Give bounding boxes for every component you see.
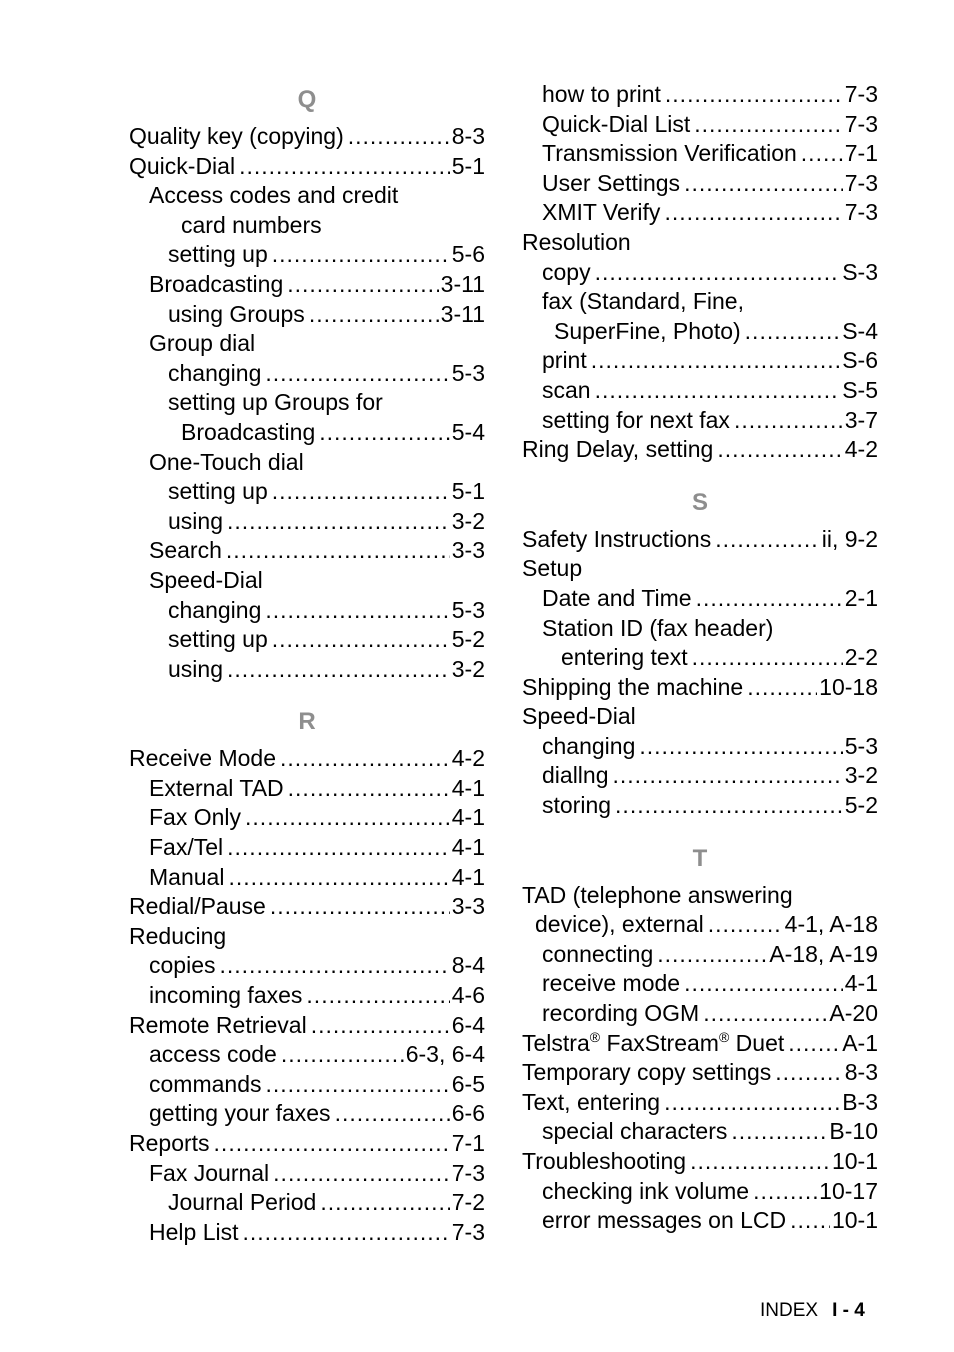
index-entry-term: recording OGM bbox=[542, 1000, 700, 1027]
dot-leader bbox=[747, 673, 817, 703]
dot-leader bbox=[694, 110, 842, 140]
dot-leader bbox=[281, 1040, 404, 1070]
index-entry-term: Journal Period bbox=[168, 1189, 317, 1216]
index-entry-term: Access codes and credit bbox=[149, 182, 399, 209]
dot-leader bbox=[239, 152, 450, 182]
dot-leader bbox=[696, 584, 843, 614]
index-entry-term: Manual bbox=[149, 863, 225, 890]
dot-leader bbox=[228, 863, 449, 893]
index-entry-term: Fax Only bbox=[149, 804, 242, 831]
dot-leader bbox=[306, 981, 449, 1011]
index-entry-page-ref: A-18, A-19 bbox=[769, 940, 878, 967]
dot-leader bbox=[684, 169, 843, 199]
index-entry bbox=[522, 317, 878, 347]
dot-leader bbox=[734, 406, 843, 436]
dot-leader bbox=[753, 1177, 817, 1207]
index-entry-page-ref: ii, 9-2 bbox=[821, 525, 878, 552]
index-entry-page-ref: 8-3 bbox=[844, 1059, 878, 1086]
index-entry bbox=[129, 477, 485, 507]
index-entry-term: using bbox=[168, 655, 223, 682]
index-entry bbox=[129, 418, 485, 448]
index-entry-term: setting up bbox=[168, 626, 268, 653]
dot-leader bbox=[348, 122, 450, 152]
index-entry-term: Speed-Dial bbox=[149, 566, 263, 593]
dot-leader bbox=[657, 940, 767, 970]
index-entry-term: changing bbox=[542, 732, 636, 759]
index-entry bbox=[129, 507, 485, 537]
index-entry-term: User Settings bbox=[542, 169, 681, 196]
index-entry bbox=[129, 744, 485, 774]
index-entry-term: storing bbox=[542, 792, 612, 819]
index-entry-page-ref: 8-4 bbox=[451, 952, 485, 979]
index-entry bbox=[522, 643, 878, 673]
dot-leader bbox=[227, 655, 450, 685]
index-entry-page-ref: 4-1 bbox=[451, 774, 485, 801]
index-entry-term: checking ink volume bbox=[542, 1177, 750, 1204]
index-entry bbox=[522, 881, 878, 911]
index-entry bbox=[129, 1099, 485, 1129]
index-entry bbox=[129, 655, 485, 685]
dot-leader bbox=[664, 1088, 840, 1118]
index-entry-page-ref: A-1 bbox=[842, 1029, 878, 1056]
index-entry-page-ref: 5-2 bbox=[451, 626, 485, 653]
index-entry-term: Date and Time bbox=[542, 584, 692, 611]
footer-section-label: INDEX bbox=[760, 1300, 819, 1321]
index-entry-term: Group dial bbox=[149, 330, 256, 357]
dot-leader bbox=[690, 1147, 830, 1177]
index-entry-term: Receive Mode bbox=[129, 745, 277, 772]
index-entry bbox=[129, 122, 485, 152]
index-entry-page-ref: 7-2 bbox=[451, 1189, 485, 1216]
index-entry bbox=[129, 566, 485, 596]
index-entry bbox=[129, 1129, 485, 1159]
index-entry-term: Reducing bbox=[129, 922, 227, 949]
index-entry-page-ref: 5-1 bbox=[451, 152, 485, 179]
dot-leader bbox=[227, 833, 450, 863]
dot-leader bbox=[214, 1129, 450, 1159]
index-entry bbox=[522, 910, 878, 940]
index-entry-term: Quality key (copying) bbox=[129, 123, 344, 149]
index-entry-term: Resolution bbox=[522, 228, 631, 255]
index-entry bbox=[129, 536, 485, 566]
index-entry-term: Safety Instructions bbox=[522, 525, 712, 552]
index-entry-term: Station ID (fax header) bbox=[542, 614, 774, 641]
index-entry-term: Search bbox=[149, 537, 222, 564]
index-entry-page-ref: 5-2 bbox=[844, 792, 878, 819]
dot-leader bbox=[320, 1188, 449, 1218]
dot-leader bbox=[788, 1029, 840, 1059]
index-entry-term: copies bbox=[149, 952, 216, 979]
index-entry bbox=[522, 1029, 878, 1059]
index-letter-heading-r: R bbox=[298, 708, 316, 736]
index-entry-page-ref: 7-3 bbox=[844, 199, 878, 226]
dot-leader bbox=[684, 969, 843, 999]
index-entry-term: changing bbox=[168, 596, 262, 623]
index-entry-term: Ring Delay, setting bbox=[522, 436, 714, 463]
index-entry bbox=[129, 951, 485, 981]
index-entry-term: SuperFine, Photo) bbox=[554, 317, 741, 344]
index-entry-page-ref: 6-6 bbox=[451, 1100, 485, 1127]
dot-leader bbox=[717, 435, 842, 465]
dot-leader bbox=[219, 951, 449, 981]
index-entry bbox=[522, 376, 878, 406]
dot-leader bbox=[272, 477, 450, 507]
index-entry-page-ref: 10-1 bbox=[831, 1148, 878, 1174]
index-entry bbox=[129, 596, 485, 626]
index-entry bbox=[522, 761, 878, 791]
index-entry-term: Shipping the machine bbox=[522, 673, 744, 700]
index-entry-page-ref: 10-18 bbox=[819, 673, 878, 700]
index-entry bbox=[522, 287, 878, 317]
index-entry bbox=[129, 1188, 485, 1218]
index-entry-page-ref: 7-1 bbox=[844, 140, 878, 167]
index-entry-term: fax (Standard, Fine, bbox=[542, 288, 744, 315]
index-entry bbox=[129, 892, 485, 922]
index-entry-page-ref: 5-3 bbox=[451, 596, 485, 623]
index-entry-page-ref: 10-17 bbox=[819, 1177, 878, 1204]
index-entry-term: setting up bbox=[168, 241, 268, 268]
index-entry bbox=[129, 863, 485, 893]
index-entry-term: card numbers bbox=[181, 211, 322, 238]
index-entry-term: Help List bbox=[149, 1218, 239, 1245]
dot-leader bbox=[731, 1117, 827, 1147]
index-entry-term: Transmission Verification bbox=[542, 140, 797, 167]
dot-leader bbox=[242, 1218, 449, 1248]
index-entry-term: setting for next fax bbox=[542, 406, 730, 433]
index-entry-page-ref: 7-3 bbox=[451, 1159, 485, 1186]
index-entry-term: Fax/Tel bbox=[149, 834, 224, 861]
index-entry-term: Remote Retrieval bbox=[129, 1011, 307, 1038]
index-entry bbox=[522, 969, 878, 999]
index-entry-term: Redial/Pause bbox=[129, 893, 266, 920]
dot-leader bbox=[801, 139, 843, 169]
index-entry-term: Speed-Dial bbox=[522, 703, 636, 730]
dot-leader bbox=[226, 536, 450, 566]
index-entry-page-ref: 4-6 bbox=[451, 982, 485, 1009]
index-entry-term: Fax Journal bbox=[149, 1159, 270, 1186]
footer-page-number: I - 4 bbox=[832, 1300, 865, 1321]
dot-leader bbox=[639, 732, 842, 762]
index-entry-term: setting up bbox=[168, 478, 268, 505]
index-entry-page-ref: 5-4 bbox=[451, 418, 485, 445]
index-entry-page-ref: 5-6 bbox=[451, 241, 485, 268]
index-entry-term: receive mode bbox=[542, 970, 681, 997]
index-entry-term: commands bbox=[149, 1070, 262, 1097]
index-letter-heading-t: T bbox=[692, 844, 708, 872]
index-entry-term: setting up Groups for bbox=[168, 389, 383, 416]
dot-leader bbox=[265, 1070, 449, 1100]
index-letter-heading-q: Q bbox=[297, 86, 317, 113]
index-entry-page-ref: S-5 bbox=[842, 376, 878, 403]
index-entry-page-ref: 6-3, 6-4 bbox=[405, 1041, 485, 1068]
index-entry-page-ref: A-20 bbox=[829, 1000, 878, 1027]
index-letter-heading-s: S bbox=[691, 488, 708, 516]
index-entry-page-ref: 3-2 bbox=[451, 655, 485, 682]
dot-leader bbox=[595, 258, 841, 288]
index-entry bbox=[522, 999, 878, 1029]
index-entry bbox=[522, 1088, 878, 1118]
index-entry-page-ref: 5-3 bbox=[451, 359, 485, 386]
dot-leader bbox=[273, 1159, 450, 1189]
index-entry-page-ref: S-3 bbox=[842, 258, 878, 285]
index-entry-page-ref: 6-4 bbox=[451, 1011, 485, 1038]
dot-leader bbox=[775, 1058, 842, 1088]
index-entry-term: entering text bbox=[561, 644, 688, 671]
dot-leader bbox=[790, 1206, 830, 1236]
index-entry bbox=[522, 614, 878, 644]
index-entry bbox=[522, 940, 878, 970]
index-entry bbox=[522, 1177, 878, 1207]
index-entry-term: External TAD bbox=[149, 774, 284, 801]
index-entry bbox=[522, 732, 878, 762]
index-entry-term: diallng bbox=[542, 762, 609, 789]
index-entry-page-ref: 3-7 bbox=[844, 406, 878, 433]
index-entry-page-ref: 4-1, A-18 bbox=[784, 911, 878, 938]
index-entry-page-ref: 4-1 bbox=[451, 863, 485, 890]
index-entry-page-ref: 3-11 bbox=[440, 270, 485, 297]
dot-leader bbox=[613, 761, 843, 791]
dot-leader bbox=[665, 80, 843, 110]
index-entry-term: incoming faxes bbox=[149, 982, 303, 1009]
index-entry bbox=[522, 169, 878, 199]
index-entry-term: access code bbox=[149, 1041, 277, 1068]
index-entry-term: Quick-Dial List bbox=[542, 110, 691, 137]
dot-leader bbox=[595, 376, 841, 406]
index-entry bbox=[129, 981, 485, 1011]
dot-leader bbox=[591, 346, 840, 376]
index-entry bbox=[129, 270, 485, 300]
index-entry bbox=[522, 584, 878, 614]
index-entry-page-ref: 4-2 bbox=[451, 745, 485, 772]
dot-leader bbox=[288, 774, 450, 804]
index-entry-term: Telstra® FaxStream® Duet bbox=[522, 1028, 785, 1056]
index-entry bbox=[522, 673, 878, 703]
dot-leader bbox=[270, 892, 450, 922]
index-entry-page-ref: 3-3 bbox=[451, 537, 485, 564]
index-entry-term: Broadcasting bbox=[149, 270, 284, 297]
index-entry-term: Reports bbox=[129, 1130, 210, 1156]
index-entry-page-ref: 3-3 bbox=[451, 893, 485, 920]
index-entry bbox=[129, 329, 485, 359]
index-entry bbox=[522, 1206, 878, 1236]
index-entry bbox=[129, 1218, 485, 1248]
dot-leader bbox=[280, 744, 450, 774]
index-entry-term: special characters bbox=[542, 1118, 728, 1145]
index-entry-page-ref: 5-3 bbox=[844, 732, 878, 759]
index-entry bbox=[129, 300, 485, 330]
index-entry-page-ref: 8-3 bbox=[451, 123, 485, 149]
index-entry bbox=[129, 833, 485, 863]
index-entry-term: device), external bbox=[535, 911, 704, 938]
index-entry-term: Temporary copy settings bbox=[522, 1059, 772, 1086]
index-entry bbox=[129, 152, 485, 182]
index-entry-page-ref: B-3 bbox=[842, 1088, 878, 1115]
index-entry bbox=[522, 435, 878, 465]
index-entry bbox=[522, 1147, 878, 1177]
index-entry bbox=[522, 1117, 878, 1147]
dot-leader bbox=[692, 643, 843, 673]
index-entry-term: copy bbox=[542, 258, 591, 285]
index-entry bbox=[522, 198, 878, 228]
index-entry bbox=[129, 922, 485, 952]
dot-leader bbox=[615, 791, 843, 821]
index-entry bbox=[129, 1159, 485, 1189]
index-entry-term: changing bbox=[168, 359, 262, 386]
index-entry-page-ref: 7-1 bbox=[451, 1130, 485, 1156]
dot-leader bbox=[311, 1011, 450, 1041]
index-entry bbox=[522, 554, 878, 584]
index-column-left bbox=[129, 80, 485, 1247]
dot-leader bbox=[272, 625, 450, 655]
index-entry bbox=[522, 80, 878, 110]
dot-leader bbox=[265, 596, 449, 626]
index-entry-page-ref: 10-1 bbox=[831, 1207, 878, 1234]
index-entry bbox=[129, 774, 485, 804]
index-entry-page-ref: 6-5 bbox=[451, 1070, 485, 1097]
dot-leader bbox=[309, 300, 439, 330]
index-entry bbox=[129, 625, 485, 655]
index-entry bbox=[129, 1040, 485, 1070]
dot-leader bbox=[227, 507, 450, 537]
index-entry bbox=[522, 139, 878, 169]
dot-leader bbox=[272, 240, 450, 270]
index-entry-page-ref: B-10 bbox=[829, 1118, 878, 1145]
index-entry-page-ref: 7-3 bbox=[451, 1218, 485, 1245]
index-entry-page-ref: 4-1 bbox=[451, 804, 485, 831]
index-column-right bbox=[522, 80, 878, 1236]
index-entry-page-ref: 2-1 bbox=[844, 584, 878, 611]
page-footer bbox=[760, 1300, 865, 1322]
index-entry-page-ref: 7-3 bbox=[844, 81, 878, 107]
index-entry-term: Setup bbox=[522, 555, 583, 582]
index-entry-page-ref: 4-1 bbox=[451, 834, 485, 861]
index-entry bbox=[522, 702, 878, 732]
index-entry-term: how to print bbox=[542, 81, 661, 107]
index-entry-page-ref: 4-1 bbox=[844, 970, 878, 997]
index-entry bbox=[129, 211, 485, 241]
index-entry-page-ref: 3-2 bbox=[844, 762, 878, 789]
index-entry-term: TAD (telephone answering bbox=[522, 881, 793, 908]
index-entry-page-ref: S-4 bbox=[842, 317, 878, 344]
dot-leader bbox=[335, 1099, 450, 1129]
index-entry-term: scan bbox=[542, 376, 591, 403]
index-entry-term: Text, entering bbox=[522, 1088, 661, 1115]
dot-leader bbox=[745, 317, 841, 347]
index-entry-term: Troubleshooting bbox=[522, 1148, 687, 1174]
index-entry-term: XMIT Verify bbox=[542, 199, 661, 226]
index-entry-term: using Groups bbox=[168, 300, 305, 327]
dot-leader bbox=[265, 359, 449, 389]
index-entry bbox=[522, 406, 878, 436]
index-entry bbox=[522, 346, 878, 376]
index-entry-term: Broadcasting bbox=[181, 418, 316, 445]
index-entry-page-ref: S-6 bbox=[842, 347, 878, 374]
index-entry-page-ref: 5-1 bbox=[451, 478, 485, 505]
index-entry bbox=[129, 803, 485, 833]
index-entry bbox=[129, 359, 485, 389]
index-entry-page-ref: 3-2 bbox=[451, 507, 485, 534]
index-entry-page-ref: 4-2 bbox=[844, 436, 878, 463]
index-entry-page-ref: 7-3 bbox=[844, 169, 878, 196]
index-entry-term: error messages on LCD bbox=[542, 1207, 787, 1234]
index-entry bbox=[129, 181, 485, 211]
index-entry-term: getting your faxes bbox=[149, 1100, 331, 1127]
index-entry bbox=[129, 1011, 485, 1041]
index-entry-page-ref: 3-11 bbox=[440, 300, 485, 327]
index-entry bbox=[522, 1058, 878, 1088]
index-entry-page-ref: 2-2 bbox=[844, 644, 878, 671]
index-entry bbox=[522, 525, 878, 555]
dot-leader bbox=[287, 270, 438, 300]
index-entry bbox=[522, 258, 878, 288]
dot-leader bbox=[715, 525, 820, 555]
index-entry bbox=[129, 1070, 485, 1100]
index-entry bbox=[522, 791, 878, 821]
dot-leader bbox=[245, 803, 450, 833]
dot-leader bbox=[319, 418, 450, 448]
index-entry bbox=[129, 448, 485, 478]
index-entry-term: print bbox=[542, 347, 587, 374]
dot-leader bbox=[708, 910, 783, 940]
index-entry-term: connecting bbox=[542, 940, 654, 967]
index-entry bbox=[129, 240, 485, 270]
index-entry bbox=[522, 110, 878, 140]
dot-leader bbox=[703, 999, 827, 1029]
index-entry-page-ref: 7-3 bbox=[844, 110, 878, 137]
dot-leader bbox=[664, 198, 842, 228]
index-entry-term: Quick-Dial bbox=[129, 152, 236, 179]
index-entry bbox=[129, 388, 485, 418]
index-entry-term: using bbox=[168, 507, 223, 534]
index-entry bbox=[522, 228, 878, 258]
index-entry-term: One-Touch dial bbox=[149, 448, 304, 475]
